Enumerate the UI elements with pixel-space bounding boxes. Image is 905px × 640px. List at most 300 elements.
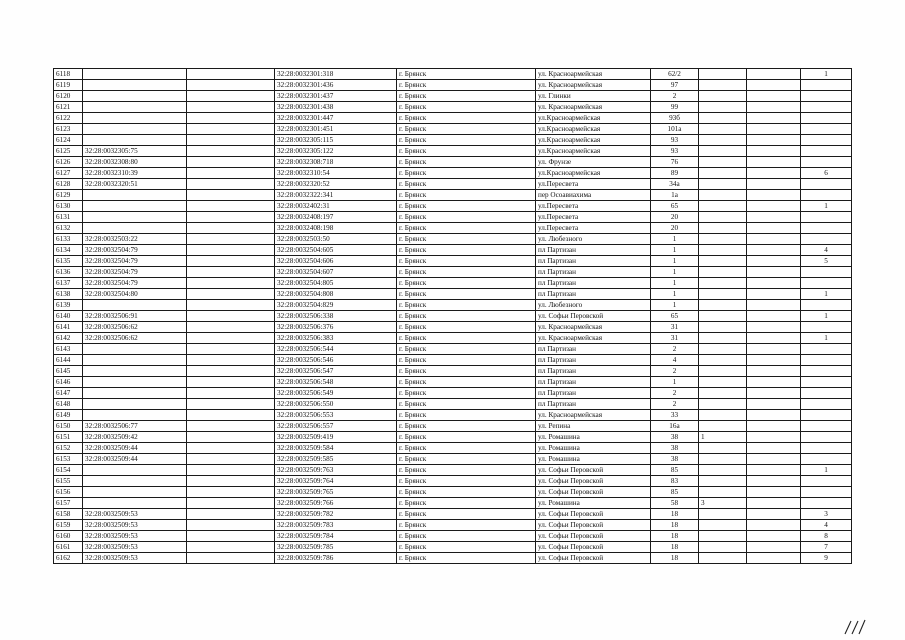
city-cell: г. Брянск: [397, 179, 536, 190]
house-number-cell: 83: [651, 476, 699, 487]
land-cadastral-number-cell: [83, 498, 187, 509]
city-cell: г. Брянск: [397, 553, 536, 564]
city-cell: г. Брянск: [397, 509, 536, 520]
apartment-number-cell: [801, 443, 852, 454]
table-row: [54, 91, 852, 102]
table-row: [54, 498, 852, 509]
row-number-cell: 6145: [54, 366, 83, 377]
empty-cell: [187, 432, 275, 443]
building-number-cell: [699, 509, 747, 520]
city-cell: г. Брянск: [397, 432, 536, 443]
building-number-cell: [699, 179, 747, 190]
building-number-cell: [699, 113, 747, 124]
table-row: [54, 410, 852, 421]
building-number-cell: [699, 212, 747, 223]
house-number-cell: 31: [651, 333, 699, 344]
row-number-cell: 6142: [54, 333, 83, 344]
empty-cell: [747, 344, 801, 355]
table-row: [54, 476, 852, 487]
empty-cell: [187, 333, 275, 344]
apartment-number-cell: [801, 388, 852, 399]
empty-cell: [187, 377, 275, 388]
table-row: [54, 421, 852, 432]
object-cadastral-number-cell: 32:28:0032322:341: [275, 190, 397, 201]
street-cell: пер Осоавиахима: [536, 190, 651, 201]
row-number-cell: 6138: [54, 289, 83, 300]
object-cadastral-number-cell: 32:28:0032504:607: [275, 267, 397, 278]
building-number-cell: [699, 465, 747, 476]
empty-cell: [747, 421, 801, 432]
apartment-number-cell: [801, 399, 852, 410]
table-row: [54, 234, 852, 245]
table-row: [54, 454, 852, 465]
object-cadastral-number-cell: 32:28:0032509:584: [275, 443, 397, 454]
house-number-cell: 31: [651, 322, 699, 333]
empty-cell: [187, 278, 275, 289]
empty-cell: [747, 223, 801, 234]
empty-cell: [747, 443, 801, 454]
table-row: [54, 135, 852, 146]
street-cell: пл Партизан: [536, 388, 651, 399]
row-number-cell: 6122: [54, 113, 83, 124]
house-number-cell: 58: [651, 498, 699, 509]
object-cadastral-number-cell: 32:28:0032509:765: [275, 487, 397, 498]
object-cadastral-number-cell: 32:28:0032509:419: [275, 432, 397, 443]
building-number-cell: [699, 377, 747, 388]
empty-cell: [747, 531, 801, 542]
land-cadastral-number-cell: 32:28:0032509:53: [83, 520, 187, 531]
building-number-cell: [699, 531, 747, 542]
empty-cell: [747, 190, 801, 201]
row-number-cell: 6144: [54, 355, 83, 366]
table-row: [54, 509, 852, 520]
city-cell: г. Брянск: [397, 476, 536, 487]
row-number-cell: 6140: [54, 311, 83, 322]
table-row: [54, 542, 852, 553]
street-cell: пл Партизан: [536, 256, 651, 267]
empty-cell: [187, 366, 275, 377]
empty-cell: [187, 300, 275, 311]
city-cell: г. Брянск: [397, 366, 536, 377]
land-cadastral-number-cell: 32:28:0032506:77: [83, 421, 187, 432]
house-number-cell: 16а: [651, 421, 699, 432]
city-cell: г. Брянск: [397, 454, 536, 465]
land-cadastral-number-cell: 32:28:0032504:79: [83, 245, 187, 256]
apartment-number-cell: [801, 212, 852, 223]
table-row: [54, 267, 852, 278]
apartment-number-cell: 4: [801, 245, 852, 256]
city-cell: г. Брянск: [397, 443, 536, 454]
building-number-cell: [699, 476, 747, 487]
apartment-number-cell: [801, 157, 852, 168]
house-number-cell: 18: [651, 553, 699, 564]
table-row: [54, 69, 852, 80]
street-cell: ул. Софьи Перовской: [536, 542, 651, 553]
empty-cell: [187, 289, 275, 300]
table-row: [54, 124, 852, 135]
house-number-cell: 18: [651, 520, 699, 531]
building-number-cell: [699, 168, 747, 179]
street-cell: ул. Красноармейская: [536, 322, 651, 333]
empty-cell: [187, 201, 275, 212]
empty-cell: [747, 212, 801, 223]
object-cadastral-number-cell: 32:28:0032506:550: [275, 399, 397, 410]
building-number-cell: 1: [699, 432, 747, 443]
city-cell: г. Брянск: [397, 267, 536, 278]
house-number-cell: 18: [651, 542, 699, 553]
empty-cell: [747, 102, 801, 113]
street-cell: ул. Красноармейская: [536, 102, 651, 113]
house-number-cell: 93: [651, 146, 699, 157]
empty-cell: [187, 487, 275, 498]
city-cell: г. Брянск: [397, 113, 536, 124]
building-number-cell: [699, 487, 747, 498]
empty-cell: [747, 322, 801, 333]
empty-cell: [187, 190, 275, 201]
city-cell: г. Брянск: [397, 421, 536, 432]
apartment-number-cell: [801, 454, 852, 465]
street-cell: ул. Ромашина: [536, 432, 651, 443]
land-cadastral-number-cell: [83, 201, 187, 212]
table-row: [54, 157, 852, 168]
street-cell: пл Партизан: [536, 289, 651, 300]
empty-cell: [747, 542, 801, 553]
house-number-cell: 93: [651, 135, 699, 146]
street-cell: ул. Любезного: [536, 234, 651, 245]
land-cadastral-number-cell: 32:28:0032509:53: [83, 531, 187, 542]
object-cadastral-number-cell: 32:28:0032503:50: [275, 234, 397, 245]
house-number-cell: 85: [651, 465, 699, 476]
street-cell: ул. Репина: [536, 421, 651, 432]
table-row: [54, 487, 852, 498]
building-number-cell: [699, 102, 747, 113]
land-cadastral-number-cell: [83, 388, 187, 399]
house-number-cell: 2: [651, 388, 699, 399]
apartment-number-cell: [801, 355, 852, 366]
building-number-cell: [699, 135, 747, 146]
apartment-number-cell: [801, 80, 852, 91]
apartment-number-cell: 9: [801, 553, 852, 564]
building-number-cell: [699, 366, 747, 377]
land-cadastral-number-cell: 32:28:0032506:91: [83, 311, 187, 322]
apartment-number-cell: [801, 498, 852, 509]
building-number-cell: [699, 201, 747, 212]
empty-cell: [747, 146, 801, 157]
row-number-cell: 6133: [54, 234, 83, 245]
apartment-number-cell: [801, 146, 852, 157]
city-cell: г. Брянск: [397, 91, 536, 102]
building-number-cell: [699, 553, 747, 564]
empty-cell: [187, 113, 275, 124]
empty-cell: [747, 201, 801, 212]
house-number-cell: 62/2: [651, 69, 699, 80]
object-cadastral-number-cell: 32:28:0032506:546: [275, 355, 397, 366]
table-row: [54, 355, 852, 366]
object-cadastral-number-cell: 32:28:0032509:764: [275, 476, 397, 487]
city-cell: г. Брянск: [397, 498, 536, 509]
empty-cell: [747, 168, 801, 179]
street-cell: ул. Красноармейская: [536, 80, 651, 91]
empty-cell: [747, 388, 801, 399]
land-cadastral-number-cell: [83, 487, 187, 498]
city-cell: г. Брянск: [397, 333, 536, 344]
street-cell: ул. Красноармейская: [536, 410, 651, 421]
building-number-cell: [699, 91, 747, 102]
table-row: [54, 520, 852, 531]
building-number-cell: [699, 223, 747, 234]
empty-cell: [747, 256, 801, 267]
apartment-number-cell: [801, 344, 852, 355]
apartment-number-cell: [801, 234, 852, 245]
table-row: [54, 300, 852, 311]
house-number-cell: 18: [651, 509, 699, 520]
land-cadastral-number-cell: [83, 124, 187, 135]
row-number-cell: 6158: [54, 509, 83, 520]
table-row: [54, 212, 852, 223]
row-number-cell: 6157: [54, 498, 83, 509]
table-row: [54, 201, 852, 212]
city-cell: г. Брянск: [397, 245, 536, 256]
house-number-cell: 1а: [651, 190, 699, 201]
street-cell: пл Партизан: [536, 355, 651, 366]
city-cell: г. Брянск: [397, 168, 536, 179]
empty-cell: [747, 69, 801, 80]
street-cell: ул.Красноармейская: [536, 113, 651, 124]
building-number-cell: [699, 311, 747, 322]
city-cell: г. Брянск: [397, 157, 536, 168]
empty-cell: [187, 531, 275, 542]
empty-cell: [747, 520, 801, 531]
apartment-number-cell: 1: [801, 465, 852, 476]
street-cell: ул. Глинки: [536, 91, 651, 102]
apartment-number-cell: [801, 432, 852, 443]
empty-cell: [187, 124, 275, 135]
street-cell: ул.Красноармейская: [536, 168, 651, 179]
table-row: [54, 289, 852, 300]
object-cadastral-number-cell: 32:28:0032506:383: [275, 333, 397, 344]
table-row: [54, 322, 852, 333]
table-row: [54, 333, 852, 344]
building-number-cell: [699, 256, 747, 267]
house-number-cell: 1: [651, 300, 699, 311]
empty-cell: [187, 212, 275, 223]
building-number-cell: 3: [699, 498, 747, 509]
land-cadastral-number-cell: [83, 223, 187, 234]
table-row: [54, 465, 852, 476]
city-cell: г. Брянск: [397, 388, 536, 399]
land-cadastral-number-cell: [83, 69, 187, 80]
building-number-cell: [699, 300, 747, 311]
city-cell: г. Брянск: [397, 410, 536, 421]
city-cell: г. Брянск: [397, 487, 536, 498]
house-number-cell: 1: [651, 256, 699, 267]
land-cadastral-number-cell: [83, 410, 187, 421]
row-number-cell: 6151: [54, 432, 83, 443]
table-row: [54, 443, 852, 454]
city-cell: г. Брянск: [397, 124, 536, 135]
table-row: [54, 179, 852, 190]
city-cell: г. Брянск: [397, 289, 536, 300]
apartment-number-cell: 1: [801, 333, 852, 344]
row-number-cell: 6147: [54, 388, 83, 399]
empty-cell: [747, 157, 801, 168]
object-cadastral-number-cell: 32:28:0032506:553: [275, 410, 397, 421]
apartment-number-cell: 1: [801, 201, 852, 212]
row-number-cell: 6152: [54, 443, 83, 454]
house-number-cell: 99: [651, 102, 699, 113]
table-row: [54, 168, 852, 179]
building-number-cell: [699, 245, 747, 256]
object-cadastral-number-cell: 32:28:0032308:718: [275, 157, 397, 168]
empty-cell: [747, 476, 801, 487]
apartment-number-cell: [801, 91, 852, 102]
apartment-number-cell: [801, 377, 852, 388]
row-number-cell: 6136: [54, 267, 83, 278]
empty-cell: [187, 146, 275, 157]
land-cadastral-number-cell: [83, 80, 187, 91]
row-number-cell: 6129: [54, 190, 83, 201]
land-cadastral-number-cell: 32:28:0032506:62: [83, 333, 187, 344]
street-cell: ул.Пересвета: [536, 212, 651, 223]
empty-cell: [187, 179, 275, 190]
object-cadastral-number-cell: 32:28:0032509:785: [275, 542, 397, 553]
table-row: [54, 256, 852, 267]
row-number-cell: 6124: [54, 135, 83, 146]
row-number-cell: 6135: [54, 256, 83, 267]
empty-cell: [747, 377, 801, 388]
house-number-cell: 1: [651, 267, 699, 278]
empty-cell: [187, 355, 275, 366]
empty-cell: [747, 509, 801, 520]
row-number-cell: 6141: [54, 322, 83, 333]
apartment-number-cell: [801, 476, 852, 487]
city-cell: г. Брянск: [397, 278, 536, 289]
street-cell: ул. Софьи Перовской: [536, 476, 651, 487]
city-cell: г. Брянск: [397, 322, 536, 333]
row-number-cell: 6162: [54, 553, 83, 564]
empty-cell: [747, 454, 801, 465]
object-cadastral-number-cell: 32:28:0032408:198: [275, 223, 397, 234]
row-number-cell: 6119: [54, 80, 83, 91]
land-cadastral-number-cell: [83, 399, 187, 410]
building-number-cell: [699, 454, 747, 465]
street-cell: пл Партизан: [536, 278, 651, 289]
empty-cell: [187, 421, 275, 432]
city-cell: г. Брянск: [397, 135, 536, 146]
city-cell: г. Брянск: [397, 102, 536, 113]
house-number-cell: 1: [651, 278, 699, 289]
row-number-cell: 6159: [54, 520, 83, 531]
empty-cell: [187, 91, 275, 102]
land-cadastral-number-cell: [83, 300, 187, 311]
building-number-cell: [699, 542, 747, 553]
street-cell: ул.Красноармейская: [536, 146, 651, 157]
empty-cell: [187, 443, 275, 454]
house-number-cell: 38: [651, 454, 699, 465]
apartment-number-cell: [801, 322, 852, 333]
house-number-cell: 34а: [651, 179, 699, 190]
empty-cell: [747, 487, 801, 498]
apartment-number-cell: [801, 135, 852, 146]
street-cell: ул. Софьи Перовской: [536, 311, 651, 322]
empty-cell: [187, 80, 275, 91]
empty-cell: [187, 322, 275, 333]
table-row: [54, 80, 852, 91]
table-row: [54, 531, 852, 542]
house-number-cell: 85: [651, 487, 699, 498]
building-number-cell: [699, 157, 747, 168]
row-number-cell: 6154: [54, 465, 83, 476]
empty-cell: [747, 553, 801, 564]
house-number-cell: 1: [651, 377, 699, 388]
table-row: [54, 146, 852, 157]
table-row: [54, 366, 852, 377]
empty-cell: [187, 542, 275, 553]
object-cadastral-number-cell: 32:28:0032509:766: [275, 498, 397, 509]
building-number-cell: [699, 410, 747, 421]
object-cadastral-number-cell: 32:28:0032509:782: [275, 509, 397, 520]
building-number-cell: [699, 322, 747, 333]
apartment-number-cell: 1: [801, 289, 852, 300]
apartment-number-cell: 8: [801, 531, 852, 542]
apartment-number-cell: [801, 487, 852, 498]
house-number-cell: 76: [651, 157, 699, 168]
house-number-cell: 20: [651, 212, 699, 223]
object-cadastral-number-cell: 32:28:0032310:54: [275, 168, 397, 179]
object-cadastral-number-cell: 32:28:0032504:606: [275, 256, 397, 267]
object-cadastral-number-cell: 32:28:0032320:52: [275, 179, 397, 190]
row-number-cell: 6134: [54, 245, 83, 256]
land-cadastral-number-cell: [83, 476, 187, 487]
empty-cell: [187, 102, 275, 113]
land-cadastral-number-cell: [83, 102, 187, 113]
land-cadastral-number-cell: 32:28:0032320:51: [83, 179, 187, 190]
apartment-number-cell: 4: [801, 520, 852, 531]
property-registry-table: [53, 68, 852, 564]
house-number-cell: 1: [651, 245, 699, 256]
empty-cell: [747, 300, 801, 311]
land-cadastral-number-cell: 32:28:0032509:53: [83, 553, 187, 564]
building-number-cell: [699, 267, 747, 278]
apartment-number-cell: [801, 421, 852, 432]
row-number-cell: 6130: [54, 201, 83, 212]
building-number-cell: [699, 520, 747, 531]
apartment-number-cell: 5: [801, 256, 852, 267]
house-number-cell: 2: [651, 366, 699, 377]
empty-cell: [187, 234, 275, 245]
land-cadastral-number-cell: 32:28:0032504:79: [83, 278, 187, 289]
empty-cell: [187, 498, 275, 509]
street-cell: ул. Ромашина: [536, 454, 651, 465]
row-number-cell: 6121: [54, 102, 83, 113]
street-cell: ул. Ромашина: [536, 498, 651, 509]
street-cell: ул.Пересвета: [536, 179, 651, 190]
apartment-number-cell: [801, 102, 852, 113]
empty-cell: [187, 553, 275, 564]
apartment-number-cell: [801, 223, 852, 234]
empty-cell: [747, 135, 801, 146]
table-row: [54, 377, 852, 388]
object-cadastral-number-cell: 32:28:0032301:436: [275, 80, 397, 91]
street-cell: ул. Софьи Перовской: [536, 520, 651, 531]
row-number-cell: 6126: [54, 157, 83, 168]
object-cadastral-number-cell: 32:28:0032504:805: [275, 278, 397, 289]
house-number-cell: 101а: [651, 124, 699, 135]
city-cell: г. Брянск: [397, 311, 536, 322]
row-number-cell: 6120: [54, 91, 83, 102]
land-cadastral-number-cell: 32:28:0032504:80: [83, 289, 187, 300]
land-cadastral-number-cell: 32:28:0032509:44: [83, 443, 187, 454]
